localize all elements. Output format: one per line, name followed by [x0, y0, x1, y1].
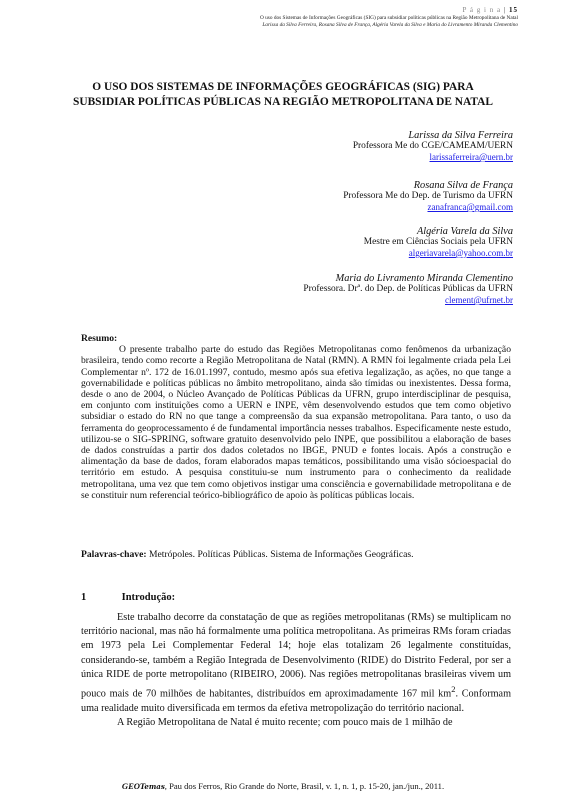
- paragraph-text: Este trabalho decorre da constatação de que as regiões metropolitanas (RMs) se multiplicam no território nacional, mas não há formalmente uma política metropolitana. As primeiras RMs foram criadas em 1973 pela Lei Complementar Federal 14; hoje elas totalizam 26 legalmente constituídas, considerando-se, também a Região Integrada de Desenvolvimento (RIDE) do Distrito Federal, por ser a única RIDE de porte metropolitano (RIBEIRO, 2006). Nas regiões metropolitanas brasileiras vivem um pouco mais de 70 milhões de habitantes, distribuídos em aproximadamente 167 mil km: [81, 612, 511, 700]
- abstract-label: Resumo:: [81, 333, 118, 344]
- author-name: Larissa da Silva Ferreira: [408, 130, 513, 141]
- keywords: [81, 549, 511, 560]
- page-indicator: [463, 6, 518, 14]
- introduction-body: [81, 611, 511, 730]
- abstract-text: O presente trabalho parte do estudo das Regiões Metropolitanas como fenômenos da urbanização brasileira, tendo como recorte a Região Metropolitana de Natal (RMN). A RMN foi legalmente criada pela Lei Complementar nº. 172 de 16.01.1997, contudo, mesmo após sua efetiva legalização, as ações, no que tange a governabilidade e políticas públicas no âmbito metropolitano, ainda são tímidas ou inexistentes. Dessa forma, desde o ano de 2004, o Núcleo Avançado de Políticas Públicas da UFRN, grupo interdisciplinar de pesquisa, em conjunto com instituições como a UERN e INPE, vêm desenvolvendo estudos que tem como objetivo subsidiar o estado do RN no que tange a compreensão da sua expansão metropolitana. Para tanto, o uso da ferramenta do geoprocessamento é de fundamental importância nesses trabalhos. Especificamente neste estudo, utilizou-se o SIG-SPRING, software gratuito desenvolvido pelo INPE, que possibilitou a elaboração de bases de dados construídas a partir dos dados coletados no IBGE, PNUD e fontes locais. Após a construção e alimentação da base de dados, foram elaborados mapas temáticos, possibilitando uma visão sócioespacial do território em estudo. A pesquisa constituiu-se num instrumento para o conhecimento da realidade metropolitana, uma vez que tem como objetivos instigar uma consciência e governabilidade metropolitana e de se constituir num referencial teórico-bibliográfico de apoio às políticas públicas locais.: [81, 344, 511, 501]
- author-affiliation: Mestre em Ciências Sociais pela UFRN: [363, 237, 513, 247]
- keywords-text: Metrópoles. Políticas Públicas. Sistema de Informações Geográficas.: [148, 549, 414, 560]
- paragraph: [81, 611, 511, 716]
- author-block: [343, 180, 513, 213]
- section-number: 1: [81, 592, 87, 603]
- author-name: Rosana Silva de França: [413, 180, 513, 191]
- author-email-link[interactable]: larissaferreira@uern.br: [429, 152, 513, 162]
- page-label: P á g i n a: [462, 6, 502, 14]
- author-affiliation: Professora Me do CGE/CAMEAM/UERN: [352, 141, 513, 151]
- author-name: Maria do Livramento Miranda Clementino: [335, 273, 513, 284]
- author-email-link[interactable]: algeriavarela@yahoo.com.br: [408, 248, 513, 258]
- citation-text: , Pau dos Ferros, Rio Grande do Norte, Brasil, v. 1, n. 1, p. 15-20, jan./jun., 2011.: [164, 781, 445, 791]
- page-separator: |: [503, 6, 509, 14]
- abstract: [81, 333, 511, 501]
- author-block: [353, 130, 513, 163]
- paper-title: O USO DOS SISTEMAS DE INFORMAÇÕES GEOGRÁFICAS (SIG) PARA SUBSIDIAR POLÍTICAS PÚBLICAS NA REGIÃO METROPOLITANA DE NATAL: [73, 81, 493, 108]
- journal-logo: GEOTemas: [121, 781, 165, 791]
- author-block: [364, 226, 513, 259]
- section-title: Introdução:: [121, 592, 176, 603]
- section-heading: [81, 592, 175, 603]
- page-number: 15: [509, 6, 518, 14]
- paragraph-text: . Conformam uma realidade muito diversificada em termos da efetiva metropolização do território nacional.: [81, 688, 511, 714]
- footer-citation: [0, 781, 566, 791]
- author-affiliation: Professora Me do Dep. de Turismo da UFRN: [343, 191, 513, 201]
- running-authors: Larissa da Silva Ferreira, Rosana Silva de França, Algéria Varela da Silva e Maria do Livramento Miranda Clementino: [262, 22, 518, 28]
- author-block: [303, 273, 513, 306]
- running-title: O uso dos Sistemas de Informações Geográficas (SIG) para subsidiar políticas públicas na Região Metropolitana de Natal: [259, 15, 518, 21]
- author-affiliation: Professora. Drª. do Dep. de Políticas Públicas da UFRN: [303, 284, 513, 294]
- keywords-label: Palavras-chave:: [81, 549, 147, 560]
- author-email-link[interactable]: zanafranca@gmail.com: [427, 202, 513, 212]
- superscript: 2: [451, 684, 456, 695]
- author-name: Algéria Varela da Silva: [417, 226, 513, 237]
- author-email-link[interactable]: clement@ufrnet.br: [444, 295, 513, 305]
- paragraph: A Região Metropolitana de Natal é muito recente; com pouco mais de 1 milhão de: [117, 716, 453, 728]
